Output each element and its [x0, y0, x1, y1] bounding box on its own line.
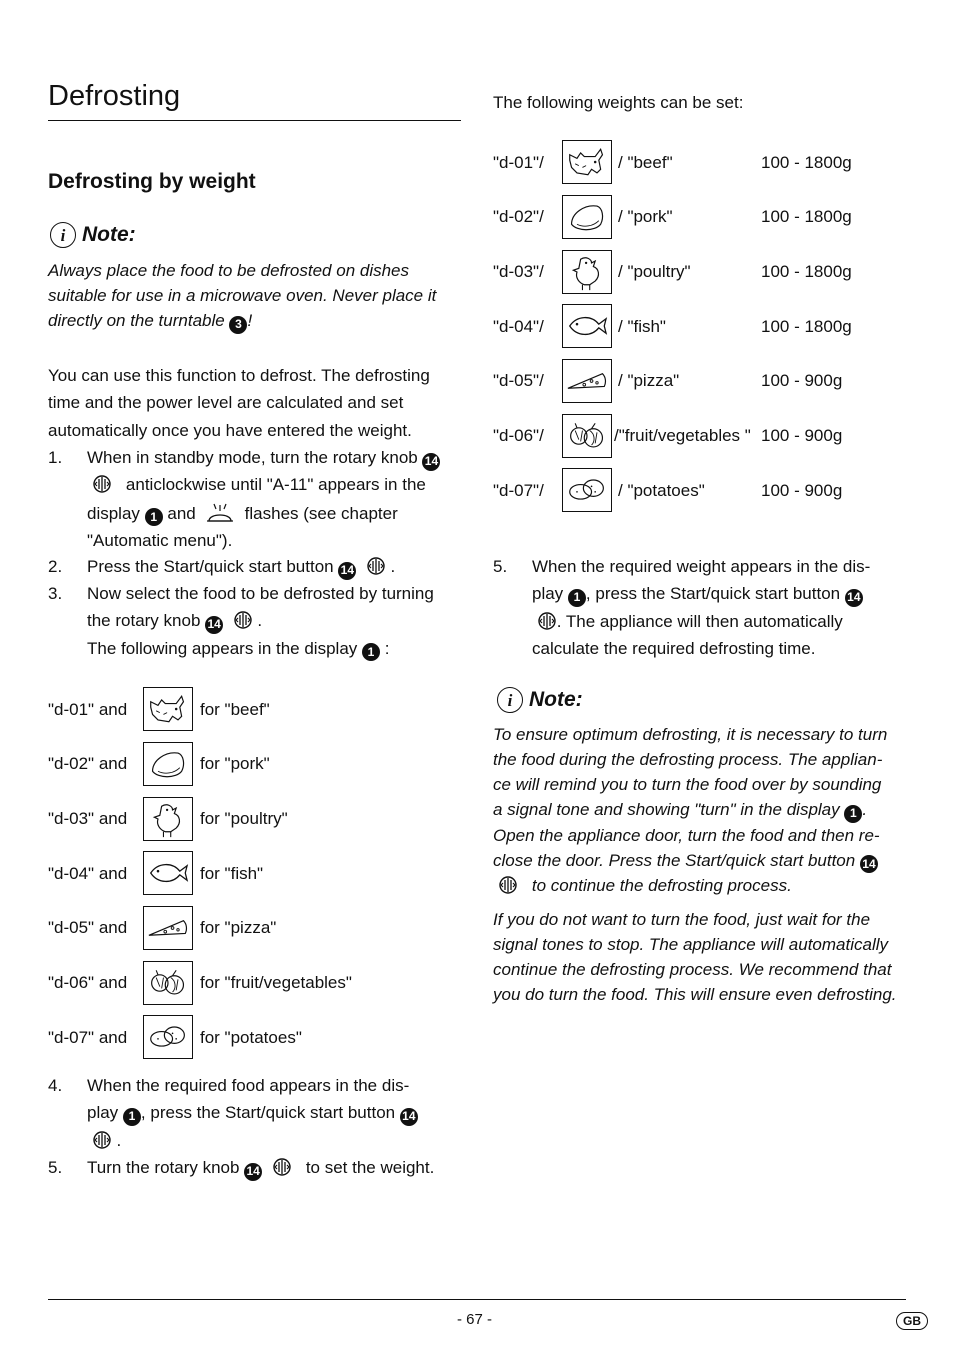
step-text: When the required food appears in the dis-: [87, 1076, 410, 1095]
step-text: When in standby mode, turn the rotary knob: [87, 448, 418, 467]
ref-badge: 3: [229, 316, 247, 334]
ref-badge: 1: [362, 643, 380, 661]
note1-body: Always place the food to be defrosted on dishes suitable for use in a microwave oven. Never place it directly on the turntable: [48, 261, 437, 330]
ref-badge: 14: [244, 1163, 262, 1181]
food-label: for "pork": [200, 754, 270, 774]
step-number: 2.: [48, 557, 63, 576]
step-number: 5.: [493, 557, 508, 576]
table-row: [493, 190, 913, 245]
weight-label: / "beef": [618, 152, 673, 172]
weight-label: / "pork": [618, 207, 673, 227]
note1-text: [48, 258, 453, 334]
info-icon: i: [50, 222, 76, 248]
food-label: for "potatoes": [200, 1027, 302, 1047]
rotary-knob-icon: [92, 474, 112, 494]
ref-badge: 14: [400, 1108, 418, 1126]
fruit-vegetables-icon: [143, 961, 193, 1005]
weight-range: 100 - 1800g: [761, 316, 852, 336]
step-text: . The appliance will then automatically: [556, 611, 843, 631]
note-heading: [50, 222, 136, 248]
weight-code: "d-01"/: [493, 152, 544, 172]
rotary-knob-icon: [233, 610, 253, 630]
food-code: "d-07" and: [48, 1027, 128, 1047]
page-title: Defrosting: [48, 80, 181, 112]
step-text: display: [87, 503, 140, 523]
list-item: [48, 791, 448, 846]
food-label: for "fish": [200, 863, 264, 883]
list-item: [48, 846, 448, 901]
beef-icon: [562, 140, 612, 184]
step-5-weight: [532, 553, 907, 662]
step-3: [87, 580, 462, 662]
list-item: [48, 1010, 448, 1065]
food-code: "d-05" and: [48, 918, 128, 938]
language-badge: GB: [896, 1312, 928, 1330]
weight-label: / "poultry": [618, 262, 691, 282]
step-text: the rotary knob: [87, 611, 201, 631]
food-code: "d-03" and: [48, 809, 128, 829]
step-4: [87, 1072, 462, 1154]
step-number: 1.: [48, 448, 63, 467]
pizza-icon: [562, 359, 612, 403]
info-icon: i: [497, 687, 523, 713]
intro-paragraph: You can use this function to defrost. The defrosting time and the power level are calculated and set automatically once you have entered the weight.: [48, 366, 430, 440]
page-number: - 67 -: [457, 1311, 493, 1328]
step-text: .: [390, 557, 396, 576]
weight-code: "d-02"/: [493, 207, 544, 227]
list-item: [48, 901, 448, 956]
weights-table: [493, 135, 913, 518]
ref-badge: 14: [338, 562, 356, 580]
beef-icon: [143, 687, 193, 731]
start-button-icon: [92, 1130, 112, 1150]
pork-icon: [562, 195, 612, 239]
ref-badge: 1: [568, 589, 586, 607]
fish-icon: [562, 304, 612, 348]
step-text: play: [87, 1103, 119, 1123]
table-row: [493, 463, 913, 518]
note-heading-text: Note:: [82, 223, 136, 246]
food-label: for "fruit/vegetables": [200, 973, 352, 993]
footer-rule: [48, 1299, 906, 1300]
step-text: :: [384, 638, 390, 658]
step-text: , press the Start/quick start button: [585, 584, 841, 604]
note-line: close the door. Press the Start/quick start button: [493, 850, 856, 870]
note2-paragraph2: If you do not want to turn the food, just wait for the signal tones to stop. The appliance will automatically continue the defrosting process. We recommend that you do turn the food. This will ensure even defrosting.: [493, 910, 897, 1004]
note-line: ce will remind you to turn the food over by sounding: [493, 775, 882, 794]
weight-range: 100 - 900g: [761, 480, 843, 500]
weight-range: 100 - 1800g: [761, 207, 852, 227]
step-text: flashes (see chapter: [244, 503, 398, 523]
ref-badge: 1: [123, 1108, 141, 1126]
weight-range: 100 - 900g: [761, 426, 843, 446]
ref-badge: 14: [860, 855, 878, 873]
step-number: 5.: [48, 1158, 63, 1177]
potatoes-icon: [562, 468, 612, 512]
table-row: [493, 408, 913, 463]
weight-label: / "fish": [618, 316, 666, 336]
ref-badge: 1: [844, 805, 862, 823]
step-text: The following appears in the display: [87, 638, 358, 658]
note-line: a signal tone and showing "turn" in the display: [493, 800, 840, 819]
note-line: Open the appliance door, turn the food and then re-: [493, 825, 880, 845]
ref-badge: 14: [845, 589, 863, 607]
pork-icon: [143, 742, 193, 786]
ref-badge: 1: [145, 508, 163, 526]
step-5: [87, 1154, 462, 1181]
weight-label: /"fruit/vegetables ": [614, 426, 751, 446]
step-text: When the required weight appears in the dis-: [532, 557, 871, 576]
weight-range: 100 - 900g: [761, 371, 843, 391]
section-title: Defrosting by weight: [48, 170, 256, 193]
step-text: Turn the rotary knob: [87, 1158, 240, 1177]
table-row: [493, 244, 913, 299]
table-row: [493, 354, 913, 409]
ref-badge: 14: [422, 453, 440, 471]
step-text: .: [257, 611, 263, 631]
step-text: to set the weight.: [305, 1158, 435, 1177]
poultry-icon: [143, 797, 193, 841]
weight-code: "d-04"/: [493, 316, 544, 336]
fruit-vegetables-icon: [562, 414, 612, 458]
note-line: the food during the defrosting process. The applian-: [493, 750, 883, 769]
step-number: 3.: [48, 584, 63, 603]
potatoes-icon: [143, 1015, 193, 1059]
start-button-icon: [366, 556, 386, 576]
fish-icon: [143, 851, 193, 895]
title-rule: [48, 120, 461, 121]
food-list: [48, 682, 448, 1065]
food-code: "d-04" and: [48, 863, 128, 883]
food-label: for "beef": [200, 699, 270, 719]
step-text: , press the Start/quick start button: [140, 1103, 396, 1123]
note-heading: [497, 687, 583, 713]
step-text: play: [532, 584, 564, 604]
weight-label: / "pizza": [618, 371, 680, 391]
step-text: anticlockwise until "A-11" appears in the: [125, 475, 426, 495]
food-label: for "pizza": [200, 918, 277, 938]
rotary-knob-icon: [272, 1157, 292, 1177]
note-heading-text: Note:: [529, 688, 583, 711]
step-1: [87, 444, 459, 554]
ref-badge: 14: [205, 616, 223, 634]
food-label: for "poultry": [200, 809, 288, 829]
note-line: .: [862, 800, 868, 819]
note2-text: [493, 722, 913, 898]
step-text: Press the Start/quick start button: [87, 557, 334, 576]
list-item: [48, 682, 448, 737]
food-code: "d-01" and: [48, 699, 128, 719]
start-button-icon: [498, 875, 518, 895]
step-text: "Automatic menu").: [87, 530, 233, 550]
poultry-icon: [562, 250, 612, 294]
note1-end: !: [247, 311, 253, 330]
weight-range: 100 - 1800g: [761, 262, 852, 282]
step-text: and: [167, 503, 196, 523]
pizza-icon: [143, 906, 193, 950]
food-code: "d-06" and: [48, 973, 128, 993]
weight-code: "d-05"/: [493, 371, 544, 391]
weight-label: / "potatoes": [618, 480, 705, 500]
step-text: .: [116, 1130, 122, 1150]
automatic-menu-icon: [205, 499, 235, 525]
step-number: 4.: [48, 1076, 63, 1095]
list-item: [48, 737, 448, 792]
weight-range: 100 - 1800g: [761, 152, 852, 172]
weights-intro: The following weights can be set:: [493, 93, 744, 112]
step-text: Now select the food to be defrosted by turning: [87, 584, 434, 603]
list-item: [48, 955, 448, 1010]
weight-code: "d-07"/: [493, 480, 544, 500]
step-2: [87, 553, 395, 580]
food-code: "d-02" and: [48, 754, 128, 774]
start-button-icon: [537, 611, 557, 631]
weight-code: "d-06"/: [493, 426, 544, 446]
table-row: [493, 299, 913, 354]
weight-code: "d-03"/: [493, 262, 544, 282]
note-line: To ensure optimum defrosting, it is necessary to turn: [493, 725, 888, 744]
table-row: [493, 135, 913, 190]
step-text: calculate the required defrosting time.: [532, 638, 816, 658]
note-line: to continue the defrosting process.: [531, 876, 792, 895]
